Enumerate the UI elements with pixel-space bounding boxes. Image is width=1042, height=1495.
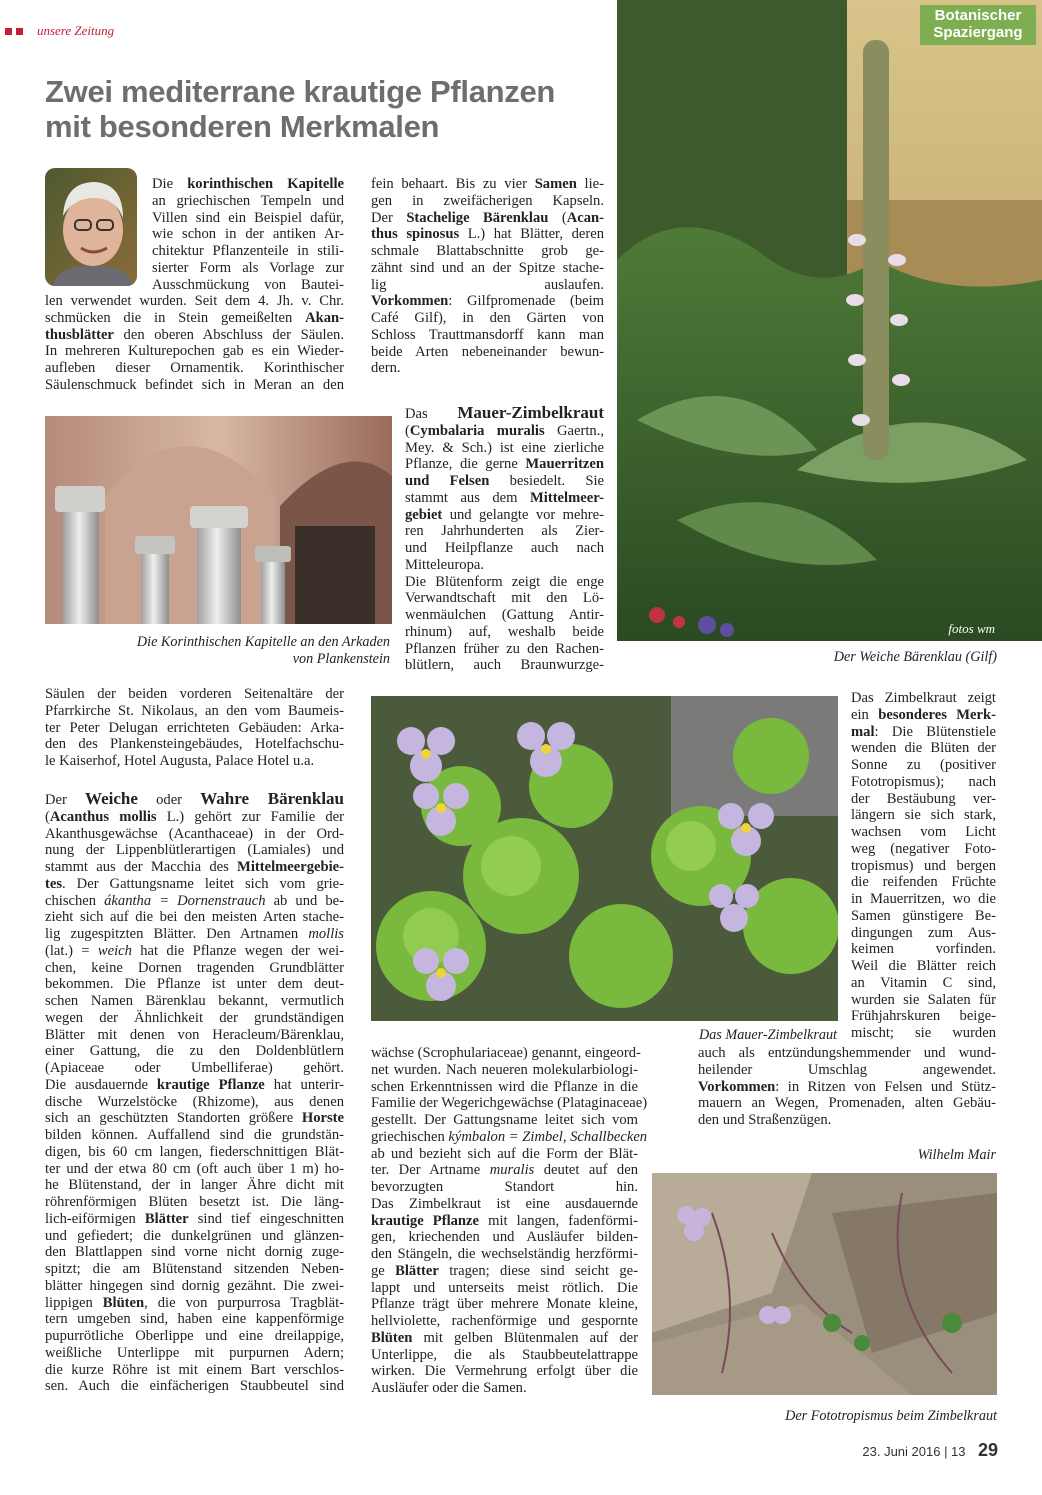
col2-bottom-line: ter. Der Artname muralis deutet auf den — [371, 1162, 639, 1179]
col1-intro-line: schmücken die in Stein gemeißelten Akan- — [45, 309, 344, 326]
col2-bottom-line: wirken. Die Vermehrung erfolgt über die — [371, 1363, 638, 1380]
col1-main-line: lig zugespitzten Blätter. Den Artnamen mollis — [45, 926, 344, 942]
col2-bottom-line: griechischen kýmbalon = Zimbel, Schallbecken — [371, 1128, 648, 1145]
col1-main-line: (Apiaceae oder Umbelliferae) gehört. — [45, 1060, 344, 1076]
col2-mid-text — [405, 405, 604, 674]
col3-line: dingungen zum Aus- — [851, 924, 996, 941]
col2-bottom-line: gen, kriechenden und Ausläufer bilden- — [371, 1229, 638, 1246]
col2-mid-line: stammt aus dem Mittelmeer- — [405, 489, 604, 506]
col2-mid-line: und Felsen besiedelt. Sie — [405, 473, 604, 489]
columns-caption — [45, 634, 390, 668]
col1-main-line: und gefiedert; die dunkelgrünen und glänzen- — [45, 1227, 344, 1244]
col1-main-line: dische Wurzelstöcke (Rhizome), aus denen — [45, 1093, 344, 1110]
col2-bottom-line: ge Blätter tragen; diese sind seicht ge- — [371, 1262, 638, 1279]
title-line-2: mit besonderen Merkmalen — [45, 109, 440, 144]
col1-after-line: Säulen der beiden vorderen Seitenaltäre der — [45, 686, 344, 702]
col2-top-line: Der Stachelige Bärenklau (Acan- — [371, 209, 604, 226]
col3-line: tropismus) und bergen — [851, 857, 996, 874]
col2-mid-line: Pflanzen früher zu den Rachen- — [405, 640, 604, 657]
col2-mid-line: Mey. & Sch.) ist eine zierliche — [405, 439, 604, 456]
col2-top-line: Schloss Trauttmansdorff kann man — [371, 326, 604, 343]
issue-date: 23. Juni 2016 | 13 — [862, 1444, 966, 1459]
col1-main-line: bilden können. Auffallend sind die grundstän- — [45, 1127, 344, 1143]
col2-top-line: gen in zweifächerigen Kapseln. — [371, 192, 604, 209]
col3-line: mischt; sie wurden — [851, 1025, 996, 1041]
photo-credit: fotos wm — [948, 621, 995, 636]
col1-intro-line: Ausschmückung von Bautei- — [152, 276, 344, 293]
col2-top-line: schmale Blattabschnitte grob ge- — [371, 243, 604, 259]
col3-line: wurden sie Salaten für — [851, 991, 996, 1008]
col2-bottom-line: gestellt. Der Gattungsname leitet sich vom — [371, 1112, 638, 1128]
col1-intro-line: Säulenschmuck befindet sich in Meran an den — [45, 376, 344, 393]
col1-after-line: ter Peter Delugan errichteten Gebäuden: Arka- — [45, 719, 344, 736]
col1-main-line: röhrenförmigen Blüten besetzt ist. Die läng- — [45, 1194, 344, 1210]
section-badge-line1: Botanischer — [934, 7, 1022, 24]
col3-line: längern sie sich stark, — [851, 807, 996, 824]
col1-main-line: lippigen Blüten, die von purpurrosa Tragblät- — [45, 1294, 345, 1311]
col2-mid-line: gebiet und gelangte vor mehre- — [405, 506, 604, 523]
columns-photo — [45, 416, 392, 624]
col1-after-line: Pfarrkirche St. Nikolaus, an den vom Baumeis- — [45, 702, 344, 719]
col2-mid-line: wenmäulchen (Gattung Antir- — [405, 607, 604, 623]
toadflax-photo — [371, 696, 838, 1021]
col1-main-line: weißliche Unterlippe mit purpurnen Adern; — [45, 1344, 344, 1361]
phototropism-caption: Der Fototropismus beim Zimbelkraut — [785, 1408, 997, 1424]
col2-top-line: beide Arten nebeneinander bewun- — [371, 343, 604, 360]
col1-main-line: Der Weiche oder Wahre Bärenklau — [45, 789, 344, 808]
col2-mid-line: Mitteleuropa. — [405, 556, 485, 573]
col1-main-line: tes. Der Gattungsname leitet sich vom grie- — [45, 875, 344, 892]
col1-main-line: Blätter mit denen von Heracleum/Bärenklau, — [45, 1026, 344, 1043]
col2-bottom-line: Blüten mit gelben Blütenmalen auf der — [371, 1329, 638, 1346]
col2-bottom-line: Das Zimbelkraut ist eine ausdauernde — [371, 1195, 638, 1212]
col1-main-line: den Blattlappen sind vorne nicht dornig zuge- — [45, 1244, 344, 1261]
col3-line: der Bestäubung ver- — [851, 790, 996, 807]
col1-intro-line: chitektur Pflanzenteile in stili- — [152, 243, 344, 259]
col1-intro-line: wie schon in der antiken Ar- — [152, 226, 344, 243]
col2-top-line: zähnt sind und an der Spitze stache- — [371, 259, 604, 276]
col3-text — [851, 690, 996, 1042]
col1-main-line: (Acanthus mollis L.) gehört zur Familie der — [45, 808, 344, 825]
col2-bottom-line: Ausläufer oder die Samen. — [371, 1380, 527, 1396]
col1-main-line: stammt aus der Macchia des Mittelmeergebie- — [45, 859, 344, 875]
publication-header — [5, 22, 114, 40]
col1-main-line: he Blütenstand, der in langer Ähre dicht mit — [45, 1177, 344, 1194]
col2-bottom-line: Pflanze trägt über mehrere Monate kleine, — [371, 1296, 638, 1313]
col1-main-line: lich-eiförmigen Blätter sind tief eingeschnitten — [45, 1210, 344, 1227]
col2-mid-line: Verwandtschaft mit den Lö- — [405, 590, 604, 607]
col2-top-line: Vorkommen: Gilfpromenade (beim — [371, 293, 604, 310]
col3-wide-line: den und Straßenzügen. — [698, 1112, 832, 1128]
col3-line: Weil die Blätter reich — [851, 958, 996, 974]
col1-main-line: chischen ákantha = Dornenstrauch ab und be- — [45, 892, 344, 909]
col1-main-line: Akanthusgewächse (Acanthaceae) in der Ord- — [45, 825, 344, 842]
page-number: 29 — [977, 1440, 998, 1460]
col1-main-line: spitzt; die am Blütenstand sitzenden Neben- — [45, 1261, 344, 1277]
col2-bottom-line: krautige Pflanze mit langen, fadenförmi- — [371, 1212, 638, 1229]
section-badge — [920, 5, 1036, 45]
col1-main-line: bekommen. Die Pflanze ist unter dem deut- — [45, 976, 344, 993]
col1-main-line: chen, keine Dornen tragenden Grundblätter — [45, 959, 344, 976]
col3-line: wachsen vom Licht — [851, 824, 996, 840]
col1-main-line: Die ausdauernde krautige Pflanze hat unterir- — [45, 1076, 344, 1093]
col2-bottom-line: schen Erkenntnissen wird die Pflanze in die — [371, 1078, 638, 1095]
phototropism-photo — [652, 1173, 997, 1395]
col2-mid-line: Pflanze, die gerne Mauerritzen — [405, 456, 604, 473]
col1-main-line: pupurrötliche Oberlippe und eine dreilappige, — [45, 1328, 344, 1344]
col1-intro-line: Die korinthischen Kapitelle — [152, 176, 344, 192]
col1-intro-narrow — [152, 176, 344, 293]
col2-mid-line: Die Blütenform zeigt die enge — [405, 573, 604, 590]
col2-top-line: Café Gilf), in den Gärten von — [371, 310, 604, 326]
col1-after-photo — [45, 686, 344, 770]
col2-bottom-line: Unterlippe, die als Staubbeutelattrappe — [371, 1346, 638, 1363]
col3-line: keimen vorfinden. — [851, 941, 996, 958]
col3-wide-line: mauern an Wegen, Promenaden, alten Gebäu- — [698, 1095, 996, 1112]
col2-bottom-text — [371, 1045, 648, 1397]
col1-after-line: le Kaiserhof, Hotel Augusta, Palace Hotel u.a. — [45, 753, 315, 769]
col2-bottom-line: den Stängeln, die wechselständig herzförmi- — [371, 1246, 638, 1262]
col1-after-line: den des Plankensteingebäudes, Hotelfachschu- — [45, 736, 344, 753]
toadflax-caption: Das Mauer-Zimbelkraut — [698, 1027, 837, 1043]
col1-main-line: schen Namen Bärenklau bekannt, vermutlich — [45, 993, 344, 1009]
col3-line: Samen günstigere Be- — [851, 907, 996, 924]
col2-top-line: dern. — [371, 360, 401, 377]
col2-bottom-line: ab und bezieht sich auf die Form der Blät- — [371, 1145, 638, 1162]
col1-main-line: sen. Auch die einfächerigen Staubbeutel sind — [45, 1378, 344, 1395]
col1-main-line: digen, bis 60 cm langen, fiederschnittigen Blät- — [45, 1143, 344, 1160]
col3-line: weg (negativer Foto- — [851, 840, 996, 857]
col3-wide-line: heilender Umschlag angewendet. — [698, 1061, 996, 1078]
col2-top-line: thus spinosus L.) hat Blätter, deren — [371, 226, 604, 243]
col1-intro-line: len verwendet wurden. Seit dem 4. Jh. v. Chr. — [45, 293, 344, 309]
col1-intro-line: sierter Form als Vorlage zur — [152, 259, 344, 276]
col3-line: Fototropismus); nach — [851, 773, 996, 790]
col3-line: die reifenden Früchte — [851, 874, 996, 891]
col2-top-text — [371, 176, 604, 377]
col1-intro-line: Villen sind ein Beispiel dafür, — [152, 209, 344, 226]
acanthus-photo — [617, 0, 1042, 641]
col3-line: Frühjahrskuren beige- — [851, 1008, 996, 1025]
article-title — [45, 74, 605, 144]
col1-main-line: sich an geschützten Standorten größere Horste — [45, 1110, 344, 1127]
col3-line: mal: Die Blütenstiele — [851, 723, 996, 740]
title-line-1: Zwei mediterrane krautige Pflanzen — [45, 74, 556, 109]
author-name: Wilhelm Mair — [917, 1147, 996, 1163]
col1-main-line: tern umgeben sind, haben eine kappenförmige — [45, 1311, 344, 1328]
col1-main-line: einer Gattung, die zu den Doldenblütlern — [45, 1043, 344, 1060]
col2-top-line: fein behaart. Bis zu vier Samen lie- — [371, 176, 604, 192]
col2-top-line: lig auslaufen. — [371, 276, 604, 293]
col2-mid-line: (Cymbalaria muralis Gaertn., — [405, 422, 605, 439]
col2-bottom-line: bevorzugten Standort hin. — [371, 1179, 638, 1195]
col3-line: ein besonderes Merk- — [851, 706, 996, 723]
col2-mid-line: Das Mauer-Zimbelkraut — [405, 403, 604, 422]
col1-intro-wide — [45, 293, 344, 394]
col2-mid-line: blütlern, auch Braunwurzge- — [405, 657, 604, 674]
col1-main-text — [45, 791, 344, 1395]
col1-main-line: wegen der Ähnlichkeit der grundständigen — [45, 1009, 344, 1026]
col3-wide-line: Vorkommen: in Ritzen von Felsen und Stütz- — [698, 1078, 996, 1095]
col3-line: an Vitamin C sind, — [851, 974, 996, 991]
publication-name: unsere Zeitung — [37, 23, 115, 38]
col3-line: wenden die Blüten der — [851, 740, 996, 757]
col2-bottom-line: hellviolette, rachenförmige und gespornte — [371, 1313, 638, 1329]
col2-mid-line: und Heilpflanze auch nach — [405, 540, 604, 556]
col3-line: Sonne zu (positiver — [851, 757, 996, 773]
col2-bottom-line: lappt und unterseits meist rötlich. Die — [371, 1279, 638, 1296]
col1-intro-line: thusblätter den oberen Abschluss der Säulen. — [45, 326, 344, 343]
col2-bottom-line: wächse (Scrophulariaceae) genannt, eingeord- — [371, 1045, 641, 1061]
col1-intro-line: an griechischen Tempeln und — [152, 192, 344, 209]
col2-mid-line: ren Jahrhunderten als Zier- — [405, 523, 604, 540]
col2-mid-line: rhinum) auf, weshalb beide — [405, 623, 604, 640]
col3-wide-line: auch als entzündungshemmender und wund- — [698, 1045, 996, 1061]
col1-main-line: (lat.) = weich hat die Pflanze wegen der wei- — [45, 942, 344, 959]
col1-main-line: blätter hingegen sind dornig gezähnt. Die zwei- — [45, 1277, 344, 1294]
col2-bottom-line: Familie der Wegerichgewächse (Plataginaceae) — [371, 1095, 648, 1112]
page-footer — [760, 1440, 998, 1461]
col1-intro-line: aufleben dieser Ornamentik. Korinthischer — [45, 360, 344, 376]
col1-main-line: zieht sich auf die bei den meisten Arten stache- — [45, 909, 344, 926]
accent-square-icon — [16, 28, 23, 35]
accent-square-icon — [5, 28, 12, 35]
col3-wide-text — [698, 1045, 996, 1129]
columns-caption-line1: Die Korinthischen Kapitelle an den Arkaden — [136, 634, 390, 650]
columns-caption-line2: von Plankenstein — [292, 651, 390, 667]
col1-main-line: ter und der etwa 80 cm (oft auch über 1 m) ho- — [45, 1160, 344, 1177]
col1-intro-line: In mehreren Kulturepochen gab es ein Wieder- — [45, 343, 344, 360]
acanthus-caption: Der Weiche Bärenklau (Gilf) — [833, 649, 997, 665]
col1-main-line: die kurze Röhre ist mit einem Bart verschlos- — [45, 1361, 344, 1378]
author-portrait — [45, 168, 137, 286]
section-badge-line2: Spaziergang — [933, 24, 1023, 41]
col3-line: Das Zimbelkraut zeigt — [851, 690, 996, 706]
col2-bottom-line: net wurden. Nach neueren molekularbiologi- — [371, 1061, 638, 1078]
col1-main-line: nung der Lippenblütlerartigen (Lamiales) und — [45, 842, 344, 859]
col3-line: in Mauerritzen, wo die — [851, 891, 996, 907]
